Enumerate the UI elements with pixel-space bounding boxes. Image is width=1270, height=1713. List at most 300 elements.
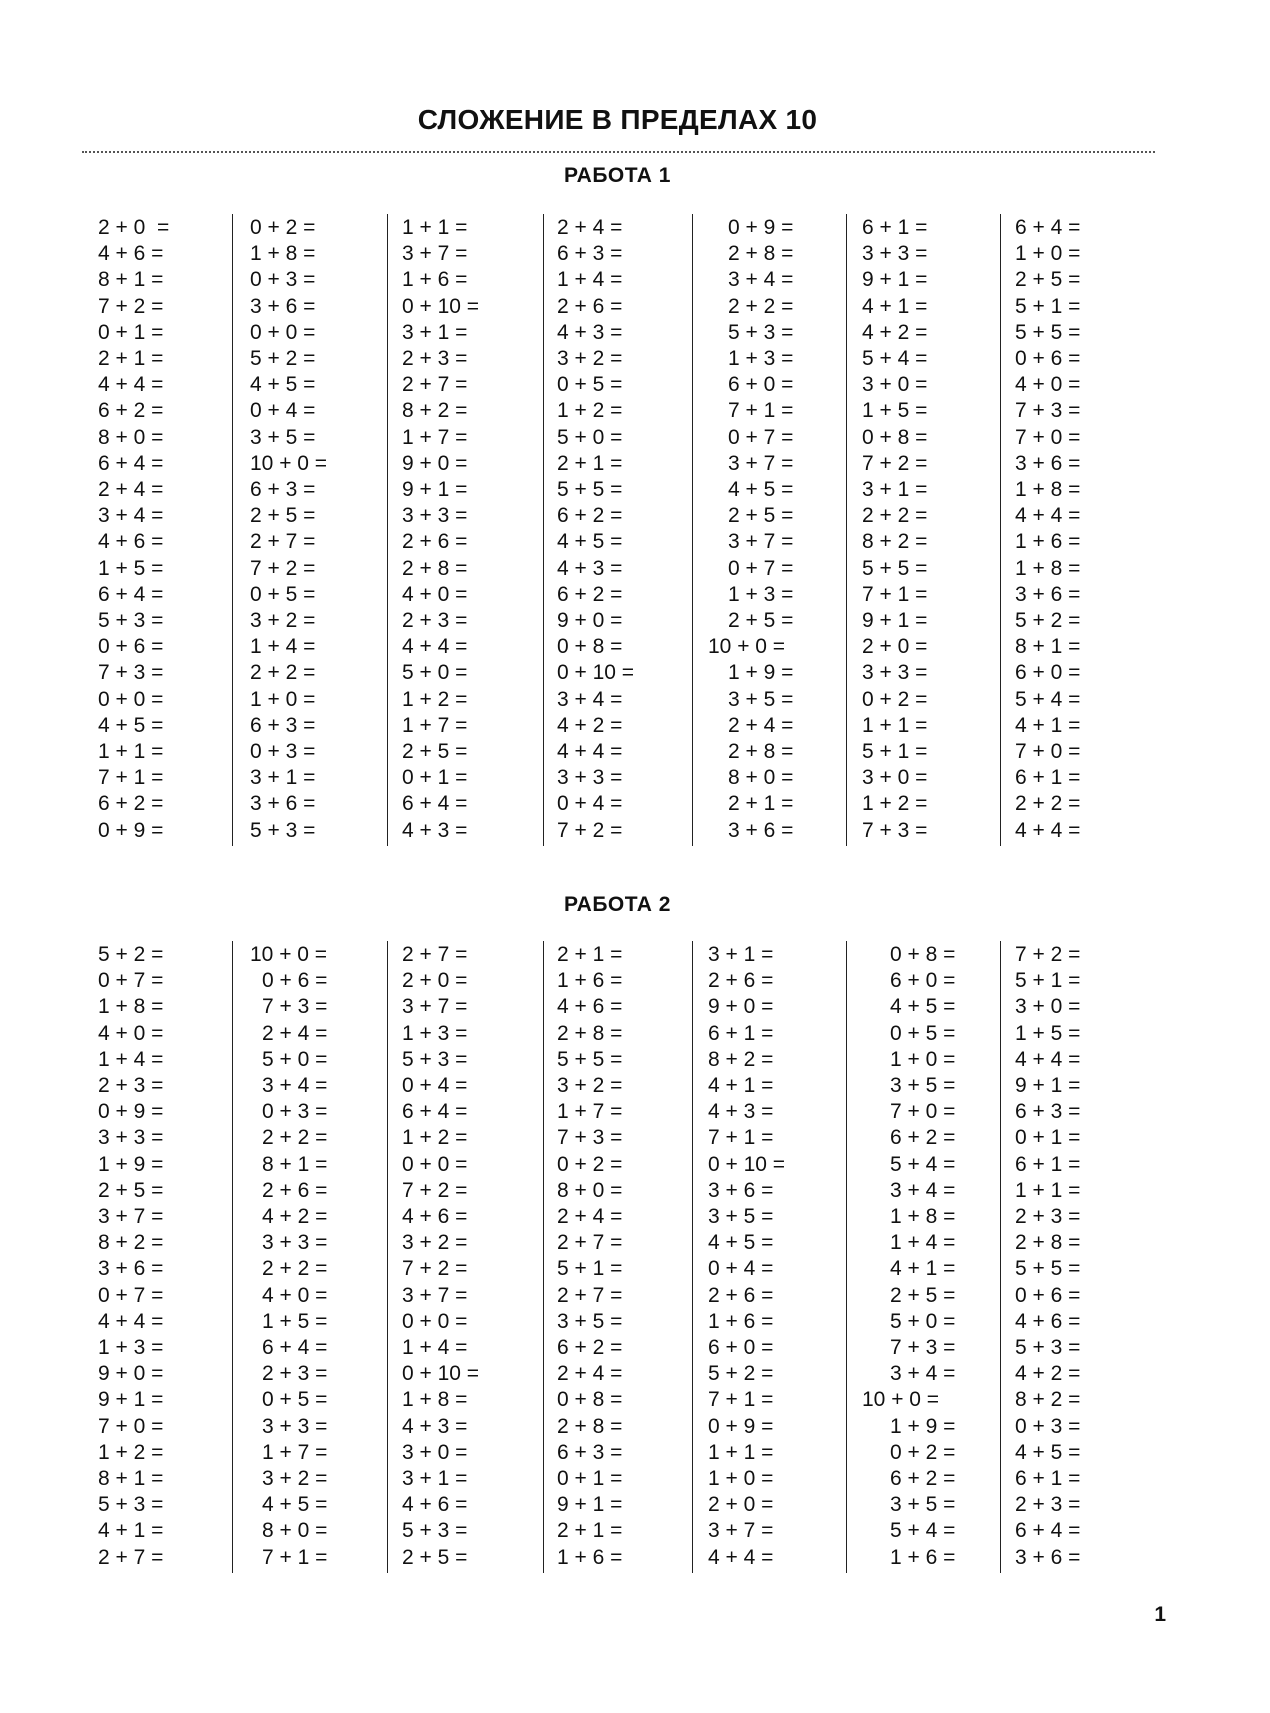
exercise-cell: 3 + 7 = [728, 451, 794, 475]
exercise-cell: 6 + 2 = [890, 1467, 956, 1490]
exercise-cell: 8 + 2 = [708, 1047, 774, 1071]
exercise-cell: 0 + 0 = [250, 320, 316, 344]
exercise-cell: 2 + 4 = [728, 713, 794, 737]
exercise-cell: 5 + 0 = [890, 1309, 956, 1333]
exercise-cell: 3 + 0 = [402, 1440, 468, 1464]
exercise-cell: 1 + 6 = [557, 1545, 623, 1569]
exercise-cell: 9 + 0 = [402, 451, 468, 475]
exercise-cell: 2 + 8 = [1015, 1231, 1081, 1255]
exercise-cell: 4 + 1 = [890, 1257, 956, 1281]
exercise-cell: 4 + 4 = [1015, 818, 1081, 842]
exercise-cell: 3 + 1 = [402, 1467, 468, 1490]
exercise-cell: 0 + 5 = [557, 373, 623, 397]
exercise-cell: 3 + 7 = [98, 1205, 164, 1228]
exercise-cell: 4 + 3 = [557, 556, 623, 580]
exercise-cell: 1 + 9 = [728, 661, 794, 685]
exercise-cell: 2 + 2 = [262, 1257, 328, 1281]
exercise-cell: 6 + 2 = [98, 399, 164, 423]
exercise-cell: 3 + 2 = [557, 1074, 623, 1097]
exercise-cell: 1 + 1 = [862, 713, 928, 737]
exercise-cell: 7 + 0 = [890, 1100, 956, 1124]
exercise-cell: 2 + 4 = [557, 216, 623, 239]
exercise-cell: 6 + 2 = [557, 582, 623, 606]
exercise-cell: 8 + 1 = [98, 268, 164, 292]
exercise-cell: 4 + 6 = [402, 1493, 468, 1517]
exercise-cell: 6 + 0 = [1015, 661, 1081, 685]
exercise-cell: 0 + 4 = [250, 399, 316, 423]
exercise-cell: 1 + 1 = [708, 1440, 774, 1464]
exercise-cell: 4 + 4 = [98, 1309, 164, 1333]
exercise-cell: 3 + 1 = [862, 478, 928, 501]
exercise-cell: 3 + 3 = [557, 766, 623, 790]
exercise-cell: 3 + 4 = [262, 1074, 328, 1097]
exercise-cell: 2 + 1 = [98, 347, 164, 370]
exercise-cell: 7 + 3 = [862, 818, 928, 842]
exercise-cell: 6 + 1 = [1015, 1467, 1081, 1490]
exercise-cell: 10 + 0 = [708, 635, 786, 659]
exercise-cell: 10 + 0 = [862, 1388, 940, 1412]
exercise-cell: 0 + 10 = [402, 1362, 480, 1386]
exercise-cell: 4 + 5 = [890, 995, 956, 1019]
exercise-cell: 1 + 8 = [890, 1205, 956, 1228]
exercise-cell: 5 + 3 = [250, 818, 316, 842]
exercise-cell: 5 + 1 = [557, 1257, 623, 1281]
exercise-cell: 8 + 1 = [1015, 635, 1081, 659]
exercise-cell: 1 + 2 = [557, 399, 623, 423]
exercise-cell: 0 + 0 = [98, 687, 164, 711]
exercise-cell: 2 + 2 = [1015, 792, 1081, 816]
exercise-cell: 0 + 8 = [557, 1388, 623, 1412]
exercise-cell: 2 + 1 = [557, 1519, 623, 1543]
page-title: СЛОЖЕНИЕ В ПРЕДЕЛАХ 10 [417, 104, 818, 135]
exercise-cell: 3 + 5 = [250, 425, 316, 449]
exercise-cell: 4 + 5 = [250, 373, 316, 397]
exercise-cell: 6 + 0 = [728, 373, 794, 397]
exercise-cell: 6 + 0 = [708, 1336, 774, 1359]
exercise-cell: 0 + 6 = [1015, 347, 1081, 370]
exercise-cell: 3 + 3 = [862, 242, 928, 266]
exercise-cell: 8 + 0 = [557, 1178, 623, 1202]
exercise-cell: 4 + 2 = [1015, 1362, 1081, 1386]
exercise-cell: 0 + 3 = [1015, 1414, 1081, 1438]
exercise-cell: 7 + 0 = [98, 1414, 164, 1438]
exercise-cell: 5 + 3 = [402, 1047, 468, 1071]
exercise-cell: 1 + 6 = [1015, 530, 1081, 554]
exercise-cell: 1 + 4 = [98, 1047, 164, 1071]
exercise-cell: 5 + 2 = [708, 1362, 774, 1386]
exercise-cell: 2 + 4 = [557, 1205, 623, 1228]
exercise-cell: 6 + 1 = [1015, 1152, 1081, 1176]
column-divider [387, 214, 388, 846]
exercise-cell: 5 + 0 = [557, 425, 623, 449]
exercise-cell: 2 + 0 = [98, 216, 170, 239]
exercise-cell: 4 + 4 = [98, 373, 164, 397]
exercise-cell: 3 + 6 = [250, 792, 316, 816]
exercise-cell: 1 + 2 = [402, 1126, 468, 1150]
exercise-cell: 8 + 2 = [1015, 1388, 1081, 1412]
exercise-cell: 2 + 0 = [708, 1493, 774, 1517]
exercise-cell: 1 + 0 = [250, 687, 316, 711]
exercise-cell: 9 + 1 = [98, 1388, 164, 1412]
exercise-cell: 2 + 5 = [98, 1178, 164, 1202]
exercise-cell: 1 + 6 = [708, 1309, 774, 1333]
exercise-cell: 1 + 3 = [728, 347, 794, 370]
exercise-cell: 4 + 2 = [262, 1205, 328, 1228]
exercise-cell: 4 + 5 = [557, 530, 623, 554]
exercise-cell: 5 + 5 = [557, 1047, 623, 1071]
exercise-cell: 1 + 6 = [557, 969, 623, 993]
exercise-cell: 1 + 5 = [862, 399, 928, 423]
exercise-cell: 0 + 2 = [557, 1152, 623, 1176]
exercise-cell: 6 + 3 = [250, 478, 316, 501]
exercise-cell: 0 + 8 = [862, 425, 928, 449]
exercise-cell: 0 + 5 = [250, 582, 316, 606]
exercise-cell: 2 + 5 = [890, 1283, 956, 1307]
exercise-cell: 2 + 3 = [402, 609, 468, 632]
exercise-cell: 2 + 3 = [402, 347, 468, 370]
exercise-cell: 3 + 5 = [708, 1205, 774, 1228]
exercise-cell: 3 + 1 = [402, 320, 468, 344]
exercise-cell: 8 + 1 = [262, 1152, 328, 1176]
exercise-cell: 9 + 1 = [557, 1493, 623, 1517]
exercise-cell: 2 + 7 = [557, 1283, 623, 1307]
exercise-cell: 0 + 4 = [708, 1257, 774, 1281]
exercise-cell: 1 + 0 = [708, 1467, 774, 1490]
exercise-cell: 7 + 2 = [250, 556, 316, 580]
exercise-cell: 2 + 8 = [402, 556, 468, 580]
exercise-cell: 2 + 5 = [402, 740, 468, 763]
exercise-cell: 5 + 1 = [862, 740, 928, 763]
exercise-cell: 1 + 5 = [98, 556, 164, 580]
exercise-cell: 6 + 1 = [1015, 766, 1081, 790]
exercise-cell: 3 + 3 = [262, 1231, 328, 1255]
column-divider [1000, 214, 1001, 846]
exercise-cell: 2 + 0 = [862, 635, 928, 659]
exercise-cell: 5 + 3 = [1015, 1336, 1081, 1359]
exercise-cell: 4 + 4 = [1015, 1047, 1081, 1071]
exercise-cell: 2 + 4 = [262, 1021, 328, 1045]
exercise-cell: 0 + 7 = [98, 969, 164, 993]
exercise-cell: 4 + 6 = [402, 1205, 468, 1228]
exercise-cell: 7 + 2 = [1015, 943, 1081, 966]
exercise-cell: 1 + 0 = [1015, 242, 1081, 266]
exercise-cell: 0 + 4 = [402, 1074, 468, 1097]
column-divider [232, 214, 233, 846]
exercise-cell: 3 + 3 = [262, 1414, 328, 1438]
exercise-cell: 4 + 3 = [557, 320, 623, 344]
exercise-cell: 8 + 2 = [402, 399, 468, 423]
exercise-cell: 2 + 8 = [557, 1021, 623, 1045]
exercise-cell: 5 + 2 = [1015, 609, 1081, 632]
exercise-cell: 4 + 1 = [862, 294, 928, 318]
exercise-cell: 1 + 8 = [250, 242, 316, 266]
exercise-cell: 0 + 8 = [890, 943, 956, 966]
exercise-cell: 0 + 1 = [1015, 1126, 1081, 1150]
exercise-cell: 6 + 2 = [890, 1126, 956, 1150]
column-divider [543, 214, 544, 846]
exercise-cell: 0 + 1 = [402, 766, 468, 790]
exercise-cell: 2 + 2 = [728, 294, 794, 318]
exercise-cell: 7 + 3 = [98, 661, 164, 685]
exercise-cell: 2 + 2 = [262, 1126, 328, 1150]
exercise-cell: 8 + 0 = [262, 1519, 328, 1543]
exercise-cell: 1 + 8 = [1015, 556, 1081, 580]
exercise-cell: 8 + 1 = [98, 1467, 164, 1490]
exercise-cell: 7 + 1 = [708, 1126, 774, 1150]
exercise-cell: 4 + 0 = [1015, 373, 1081, 397]
column-divider [846, 941, 847, 1573]
exercise-cell: 8 + 2 = [98, 1231, 164, 1255]
exercise-cell: 4 + 4 = [402, 635, 468, 659]
exercise-cell: 7 + 1 = [262, 1545, 328, 1569]
exercise-cell: 0 + 0 = [402, 1152, 468, 1176]
exercise-cell: 0 + 2 = [250, 216, 316, 239]
exercise-cell: 3 + 4 = [728, 268, 794, 292]
exercise-cell: 4 + 3 = [402, 1414, 468, 1438]
exercise-cell: 6 + 4 = [98, 451, 164, 475]
exercise-cell: 5 + 3 = [98, 1493, 164, 1517]
exercise-cell: 9 + 0 = [98, 1362, 164, 1386]
exercise-cell: 1 + 5 = [262, 1309, 328, 1333]
exercise-cell: 2 + 7 = [557, 1231, 623, 1255]
exercise-cell: 4 + 5 = [262, 1493, 328, 1517]
exercise-cell: 5 + 4 = [862, 347, 928, 370]
exercise-cell: 2 + 8 = [728, 740, 794, 763]
exercise-cell: 4 + 3 = [402, 818, 468, 842]
exercise-cell: 3 + 6 = [708, 1178, 774, 1202]
exercise-cell: 2 + 7 = [402, 373, 468, 397]
exercise-cell: 7 + 1 = [728, 399, 794, 423]
exercise-cell: 3 + 7 = [728, 530, 794, 554]
exercise-cell: 3 + 7 = [402, 242, 468, 266]
exercise-cell: 0 + 9 = [98, 1100, 164, 1124]
exercise-cell: 5 + 1 = [1015, 294, 1081, 318]
exercise-cell: 5 + 5 = [1015, 320, 1081, 344]
exercise-cell: 3 + 7 = [402, 1283, 468, 1307]
exercise-cell: 2 + 7 = [250, 530, 316, 554]
exercise-cell: 4 + 1 = [708, 1074, 774, 1097]
exercise-cell: 0 + 3 = [250, 740, 316, 763]
exercise-cell: 7 + 1 = [98, 766, 164, 790]
exercise-cell: 6 + 4 = [402, 1100, 468, 1124]
exercise-cell: 2 + 4 = [98, 478, 164, 501]
exercise-cell: 9 + 1 = [402, 478, 468, 501]
exercise-cell: 2 + 5 = [728, 609, 794, 632]
exercise-cell: 3 + 5 = [728, 687, 794, 711]
exercise-cell: 6 + 3 = [250, 713, 316, 737]
exercise-cell: 0 + 10 = [402, 294, 480, 318]
exercise-cell: 5 + 3 = [402, 1519, 468, 1543]
exercise-cell: 3 + 5 = [557, 1309, 623, 1333]
exercise-cell: 2 + 2 = [862, 504, 928, 528]
exercise-cell: 0 + 10 = [708, 1152, 786, 1176]
exercise-cell: 3 + 1 = [250, 766, 316, 790]
exercise-cell: 1 + 1 = [402, 216, 468, 239]
exercise-cell: 1 + 6 = [890, 1545, 956, 1569]
page-number: 1 [1154, 1603, 1166, 1626]
exercise-cell: 2 + 1 = [557, 943, 623, 966]
exercise-cell: 3 + 7 = [402, 995, 468, 1019]
exercise-cell: 1 + 7 = [402, 425, 468, 449]
exercise-cell: 1 + 4 = [557, 268, 623, 292]
exercise-cell: 0 + 5 = [890, 1021, 956, 1045]
exercise-cell: 2 + 8 = [728, 242, 794, 266]
exercise-cell: 1 + 8 = [402, 1388, 468, 1412]
exercise-cell: 2 + 4 = [557, 1362, 623, 1386]
exercise-cell: 5 + 5 = [862, 556, 928, 580]
exercise-cell: 6 + 3 = [557, 1440, 623, 1464]
exercise-cell: 2 + 6 = [557, 294, 623, 318]
exercise-cell: 1 + 1 = [98, 740, 164, 763]
exercise-cell: 7 + 2 = [862, 451, 928, 475]
exercise-cell: 0 + 10 = [557, 661, 635, 685]
exercise-cell: 4 + 0 = [262, 1283, 328, 1307]
exercise-cell: 0 + 8 = [557, 635, 623, 659]
exercise-cell: 0 + 2 = [862, 687, 928, 711]
exercise-cell: 4 + 3 = [708, 1100, 774, 1124]
exercise-cell: 1 + 2 = [862, 792, 928, 816]
exercise-cell: 5 + 4 = [1015, 687, 1081, 711]
exercise-cell: 3 + 6 = [250, 294, 316, 318]
exercise-cell: 6 + 2 = [98, 792, 164, 816]
exercise-cell: 2 + 3 = [98, 1074, 164, 1097]
exercise-cell: 0 + 0 = [402, 1309, 468, 1333]
exercise-cell: 0 + 6 = [98, 635, 164, 659]
exercise-cell: 3 + 6 = [1015, 1545, 1081, 1569]
column-divider [692, 941, 693, 1573]
exercise-cell: 2 + 6 = [262, 1178, 328, 1202]
exercise-cell: 3 + 0 = [1015, 995, 1081, 1019]
exercise-cell: 3 + 5 = [890, 1074, 956, 1097]
exercise-cell: 0 + 1 = [557, 1467, 623, 1490]
exercise-cell: 5 + 4 = [890, 1152, 956, 1176]
exercise-cell: 4 + 6 = [557, 995, 623, 1019]
exercise-cell: 0 + 5 = [262, 1388, 328, 1412]
exercise-cell: 4 + 4 = [708, 1545, 774, 1569]
exercise-cell: 5 + 2 = [98, 943, 164, 966]
exercise-cell: 1 + 8 = [1015, 478, 1081, 501]
exercise-cell: 1 + 3 = [728, 582, 794, 606]
column-divider [692, 214, 693, 846]
exercise-cell: 7 + 1 = [862, 582, 928, 606]
exercise-cell: 4 + 1 = [98, 1519, 164, 1543]
exercise-cell: 8 + 0 = [728, 766, 794, 790]
exercise-cell: 1 + 4 = [402, 1336, 468, 1359]
exercise-cell: 9 + 1 = [862, 609, 928, 632]
exercise-cell: 0 + 4 = [557, 792, 623, 816]
exercise-cell: 4 + 2 = [862, 320, 928, 344]
exercise-cell: 4 + 6 = [98, 530, 164, 554]
exercise-cell: 3 + 2 = [557, 347, 623, 370]
exercise-cell: 2 + 3 = [262, 1362, 328, 1386]
exercise-cell: 7 + 2 = [402, 1178, 468, 1202]
exercise-cell: 2 + 2 = [250, 661, 316, 685]
exercise-cell: 4 + 5 = [728, 478, 794, 501]
exercise-cell: 1 + 9 = [890, 1414, 956, 1438]
exercise-cell: 4 + 0 = [402, 582, 468, 606]
exercise-cell: 0 + 3 = [250, 268, 316, 292]
exercise-cell: 9 + 0 = [557, 609, 623, 632]
exercise-cell: 4 + 6 = [98, 242, 164, 266]
exercise-cell: 8 + 0 = [98, 425, 164, 449]
exercise-cell: 0 + 1 = [98, 320, 164, 344]
exercise-cell: 5 + 0 = [402, 661, 468, 685]
exercise-cell: 5 + 5 = [1015, 1257, 1081, 1281]
column-divider [543, 941, 544, 1573]
exercise-cell: 2 + 6 = [708, 1283, 774, 1307]
exercise-cell: 1 + 0 = [890, 1047, 956, 1071]
exercise-cell: 4 + 4 = [557, 740, 623, 763]
exercise-cell: 1 + 2 = [402, 687, 468, 711]
exercise-cell: 6 + 4 = [98, 582, 164, 606]
exercise-cell: 7 + 3 = [890, 1336, 956, 1359]
exercise-cell: 1 + 7 = [402, 713, 468, 737]
exercise-cell: 7 + 3 = [1015, 399, 1081, 423]
exercise-cell: 6 + 1 = [708, 1021, 774, 1045]
exercise-cell: 3 + 1 = [708, 943, 774, 966]
exercise-cell: 2 + 6 = [402, 530, 468, 554]
exercise-cell: 2 + 1 = [557, 451, 623, 475]
exercise-cell: 6 + 4 = [402, 792, 468, 816]
exercise-cell: 2 + 6 = [708, 969, 774, 993]
section-title-1: РАБОТА 1 [564, 164, 671, 187]
exercise-cell: 6 + 2 = [557, 1336, 623, 1359]
section-title-2: РАБОТА 2 [564, 893, 671, 916]
exercise-cell: 7 + 3 = [262, 995, 328, 1019]
exercise-cell: 5 + 3 = [98, 609, 164, 632]
exercise-cell: 1 + 2 = [98, 1440, 164, 1464]
exercise-cell: 6 + 4 = [1015, 216, 1081, 239]
exercise-cell: 2 + 5 = [402, 1545, 468, 1569]
exercise-cell: 0 + 3 = [262, 1100, 328, 1124]
exercise-cell: 0 + 7 = [728, 556, 794, 580]
exercise-cell: 10 + 0 = [250, 943, 328, 966]
exercise-cell: 4 + 1 = [1015, 713, 1081, 737]
exercise-cell: 4 + 5 = [1015, 1440, 1081, 1464]
exercise-cell: 4 + 5 = [98, 713, 164, 737]
dotted-rule [82, 151, 1155, 153]
exercise-cell: 3 + 4 = [557, 687, 623, 711]
exercise-cell: 1 + 1 = [1015, 1178, 1081, 1202]
exercise-cell: 1 + 9 = [98, 1152, 164, 1176]
exercise-cell: 3 + 0 = [862, 766, 928, 790]
exercise-cell: 1 + 4 = [250, 635, 316, 659]
exercise-cell: 3 + 6 = [1015, 451, 1081, 475]
exercise-cell: 0 + 7 = [728, 425, 794, 449]
exercise-cell: 0 + 9 = [708, 1414, 774, 1438]
exercise-cell: 2 + 0 = [402, 969, 468, 993]
exercise-cell: 4 + 0 = [98, 1021, 164, 1045]
exercise-cell: 9 + 1 = [862, 268, 928, 292]
exercise-cell: 1 + 7 = [262, 1440, 328, 1464]
exercise-cell: 2 + 7 = [402, 943, 468, 966]
exercise-cell: 3 + 2 = [402, 1231, 468, 1255]
exercise-cell: 7 + 0 = [1015, 425, 1081, 449]
exercise-cell: 7 + 2 = [402, 1257, 468, 1281]
exercise-cell: 5 + 2 = [250, 347, 316, 370]
exercise-cell: 3 + 3 = [402, 504, 468, 528]
exercise-cell: 6 + 4 = [262, 1336, 328, 1359]
column-divider [387, 941, 388, 1573]
exercise-cell: 5 + 5 = [557, 478, 623, 501]
exercise-cell: 3 + 4 = [890, 1178, 956, 1202]
exercise-cell: 0 + 6 = [1015, 1283, 1081, 1307]
exercise-cell: 3 + 2 = [262, 1467, 328, 1490]
exercise-cell: 4 + 2 = [557, 713, 623, 737]
exercise-cell: 2 + 8 = [557, 1414, 623, 1438]
exercise-cell: 9 + 1 = [1015, 1074, 1081, 1097]
exercise-cell: 0 + 7 = [98, 1283, 164, 1307]
